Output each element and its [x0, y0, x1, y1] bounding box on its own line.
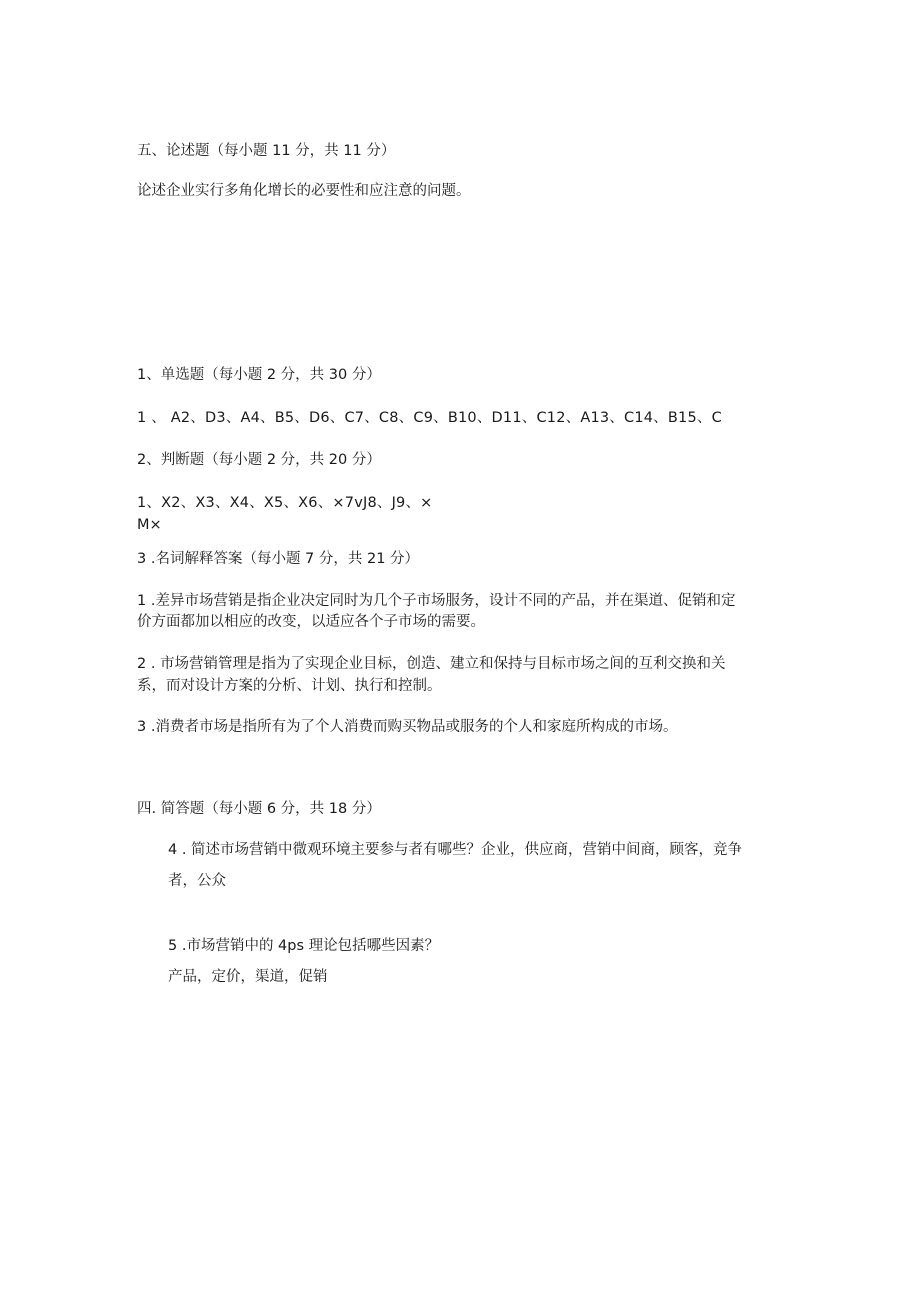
short-answer-heading: 四. 简答题（每小题 6 分，共 18 分） [137, 801, 381, 817]
terms-item1-line2: 价方面都加以相应的改变，以适应各个子市场的需要。 [137, 614, 485, 630]
terms-item2-line2: 系，而对设计方案的分析、计划、执行和控制。 [137, 678, 442, 694]
short-answer-q5: 5 .市场营销中的 4ps 理论包括哪些因素？ [168, 938, 440, 954]
terms-heading: 3 .名词解释答案（每小题 7 分，共 21 分） [137, 551, 420, 567]
terms-item3: 3 .消费者市场是指所有为了个人消费而购买物品或服务的个人和家庭所构成的市场。 [137, 719, 678, 735]
terms-item2-line1: 2 . 市场营销管理是指为了实现企业目标，创造、建立和保持与目标市场之间的互利交换和关 [137, 656, 726, 672]
short-answer-q5-answer: 产品，定价，渠道，促销 [168, 969, 328, 985]
single-choice-answer: 1 、 A2、D3、A4、B5、D6、C7、C8、C9、B10、D11、C12、A13、C14、B15、C [137, 410, 722, 426]
true-false-heading: 2、判断题（每小题 2 分，共 20 分） [137, 452, 381, 468]
true-false-answer-line2: M× [137, 517, 162, 533]
single-choice-heading: 1、单选题（每小题 2 分，共 30 分） [137, 367, 381, 383]
short-answer-q4-line1: 4 . 简述市场营销中微观环境主要参与者有哪些？企业，供应商，营销中间商，顾客，竞争 [168, 842, 743, 858]
short-answer-q4-line2: 者，公众 [168, 873, 226, 889]
true-false-answer-line1: 1、X2、X3、X4、X5、X6、×7vJ8、J9、× [137, 495, 433, 511]
essay-heading: 五、论述题（每小题 11 分，共 11 分） [137, 143, 396, 159]
essay-question: 论述企业实行多角化增长的必要性和应注意的问题。 [137, 183, 471, 199]
terms-item1-line1: 1 .差异市场营销是指企业决定同时为几个子市场服务，设计不同的产品，并在渠道、促销和定 [137, 593, 736, 609]
